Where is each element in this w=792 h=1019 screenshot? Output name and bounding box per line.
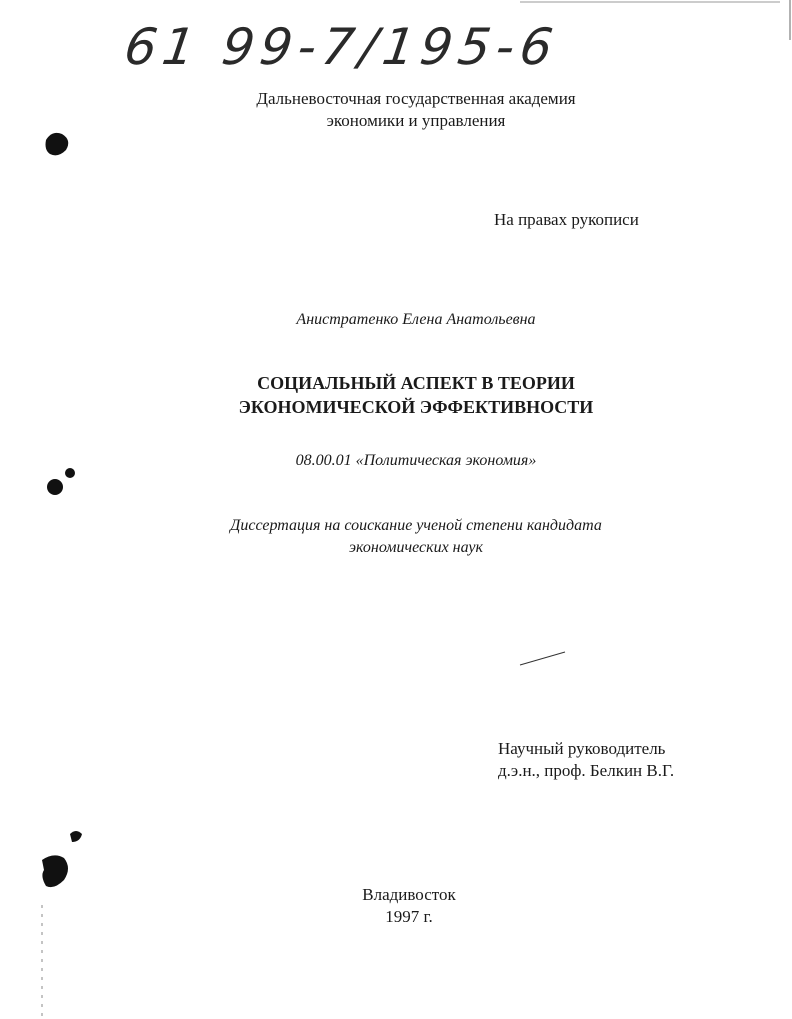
place-and-year [0, 884, 792, 928]
institution-line-2: экономики и управления [326, 111, 506, 130]
pen-stroke [520, 652, 565, 665]
dissertation-title [0, 371, 792, 419]
degree-statement [0, 515, 792, 559]
degree-line-1: Диссертация на соискание ученой степени кандидата [230, 517, 602, 534]
handwritten-archive-code: 61 99-7/195-6 [120, 18, 563, 76]
title-line-2: ЭКОНОМИЧЕСКОЙ ЭФФЕКТИВНОСТИ [238, 397, 594, 417]
city: Владивосток [362, 885, 456, 904]
supervisor-name: д.э.н., проф. Белкин В.Г. [498, 761, 675, 780]
specialty-code: 08.00.01 «Политическая экономия» [295, 452, 537, 469]
institution-name [0, 88, 792, 132]
punch-hole-mark [47, 479, 63, 495]
degree-line-2: экономических наук [349, 539, 483, 556]
punch-hole-mark [42, 855, 68, 887]
author-name: Анистратенко Елена Анатольевна [296, 311, 536, 328]
institution-line-1: Дальневосточная государственная академия [256, 89, 576, 108]
year: 1997 г. [385, 907, 433, 926]
supervisor-label: Научный руководитель [498, 739, 666, 758]
manuscript-rights-note: На правах рукописи [494, 210, 639, 229]
scientific-supervisor [498, 738, 674, 782]
punch-hole-mark [70, 831, 82, 842]
punch-hole-mark [46, 133, 69, 155]
title-line-1: СОЦИАЛЬНЫЙ АСПЕКТ В ТЕОРИИ [257, 373, 575, 393]
